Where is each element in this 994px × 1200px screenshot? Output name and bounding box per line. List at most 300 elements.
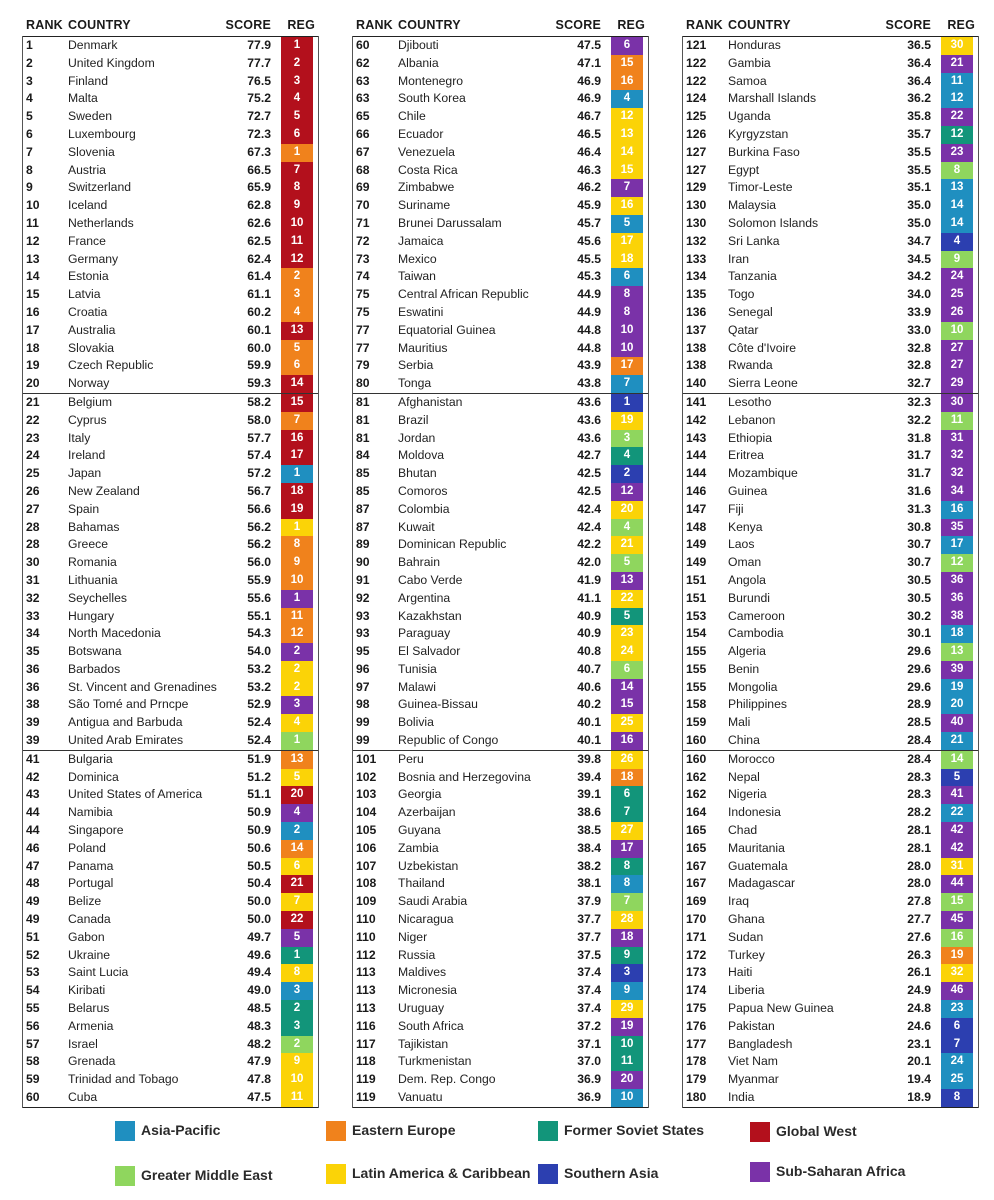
score-cell: 62.6 <box>247 215 271 230</box>
country-cell: Panama <box>68 858 114 873</box>
region-rank-badge: 36 <box>941 590 973 608</box>
table-row <box>682 1053 978 1071</box>
rank-cell: 164 <box>686 805 707 820</box>
table-row <box>682 696 978 714</box>
table-row <box>352 769 648 787</box>
region-rank-badge: 4 <box>281 804 313 822</box>
country-cell: Armenia <box>68 1018 114 1033</box>
rank-cell: 158 <box>686 697 707 712</box>
table-row <box>22 1071 318 1089</box>
score-cell: 30.2 <box>907 608 931 623</box>
table-row <box>352 1000 648 1018</box>
table-row <box>352 893 648 911</box>
region-rank-badge: 22 <box>611 590 643 608</box>
region-rank-badge: 8 <box>941 162 973 180</box>
score-cell: 31.3 <box>907 501 931 516</box>
rank-cell: 113 <box>356 1001 376 1016</box>
score-cell: 56.7 <box>247 483 271 498</box>
country-cell: Turkmenistan <box>398 1054 472 1069</box>
table-row <box>22 357 318 375</box>
table-row <box>352 982 648 1000</box>
column-divider <box>352 36 353 1108</box>
region-rank-badge: 22 <box>941 804 973 822</box>
score-cell: 49.0 <box>247 983 271 998</box>
score-cell: 51.2 <box>247 769 271 784</box>
rank-cell: 98 <box>356 697 370 712</box>
table-row <box>682 714 978 732</box>
rank-cell: 3 <box>26 73 33 88</box>
rank-cell: 54 <box>26 983 40 998</box>
table-row <box>22 37 318 55</box>
score-cell: 75.2 <box>247 91 271 106</box>
rank-cell: 93 <box>356 626 370 641</box>
rank-cell: 127 <box>686 162 707 177</box>
region-rank-badge: 24 <box>941 268 973 286</box>
score-cell: 35.8 <box>907 109 931 124</box>
region-rank-badge: 14 <box>941 215 973 233</box>
table-row <box>352 447 648 465</box>
region-rank-badge: 30 <box>941 37 973 55</box>
score-cell: 28.4 <box>907 733 931 748</box>
score-cell: 28.4 <box>907 751 931 766</box>
column-divider <box>22 36 23 1108</box>
score-cell: 28.0 <box>907 876 931 891</box>
rank-cell: 175 <box>686 1001 707 1016</box>
table-row <box>352 1053 648 1071</box>
score-cell: 29.6 <box>907 679 931 694</box>
table-row <box>22 1053 318 1071</box>
score-cell: 43.8 <box>577 376 601 391</box>
rank-cell: 117 <box>356 1036 376 1051</box>
rank-cell: 107 <box>356 858 377 873</box>
score-cell: 43.9 <box>577 358 601 373</box>
country-cell: South Korea <box>398 91 466 106</box>
score-cell: 32.8 <box>907 340 931 355</box>
score-cell: 20.1 <box>907 1054 931 1069</box>
region-rank-badge: 20 <box>611 501 643 519</box>
column-divider <box>318 36 319 1108</box>
score-cell: 23.1 <box>907 1036 931 1051</box>
region-rank-badge: 2 <box>611 465 643 483</box>
region-rank-badge: 17 <box>611 840 643 858</box>
score-cell: 40.9 <box>577 608 601 623</box>
score-cell: 57.7 <box>247 430 271 445</box>
country-cell: Namibia <box>68 805 113 820</box>
country-cell: Suriname <box>398 198 451 213</box>
region-rank-badge: 7 <box>611 893 643 911</box>
region-rank-badge: 7 <box>611 179 643 197</box>
score-cell: 35.7 <box>907 126 931 141</box>
rank-cell: 116 <box>356 1018 376 1033</box>
rank-cell: 118 <box>356 1054 376 1069</box>
table-row <box>352 696 648 714</box>
score-cell: 46.5 <box>577 126 601 141</box>
region-rank-badge: 42 <box>941 840 973 858</box>
region-rank-badge: 2 <box>281 661 313 679</box>
country-cell: Mozambique <box>728 466 798 481</box>
legend-swatch <box>538 1121 558 1141</box>
score-cell: 41.9 <box>577 572 601 587</box>
table-row <box>352 643 648 661</box>
region-rank-badge: 45 <box>941 911 973 929</box>
country-cell: Nepal <box>728 769 760 784</box>
table-row <box>682 1036 978 1054</box>
region-rank-badge: 3 <box>281 1018 313 1036</box>
score-cell: 32.7 <box>907 376 931 391</box>
score-cell: 62.4 <box>247 251 271 266</box>
country-cell: Lesotho <box>728 394 772 409</box>
table-row <box>682 501 978 519</box>
country-cell: Spain <box>68 501 100 516</box>
score-cell: 40.7 <box>577 661 601 676</box>
region-rank-badge: 20 <box>611 1071 643 1089</box>
rank-cell: 91 <box>356 572 370 587</box>
country-cell: Dem. Rep. Congo <box>398 1072 496 1087</box>
region-rank-badge: 19 <box>941 947 973 965</box>
region-rank-badge: 35 <box>941 519 973 537</box>
score-cell: 45.3 <box>577 269 601 284</box>
region-rank-badge: 2 <box>281 679 313 697</box>
region-rank-badge: 10 <box>611 322 643 340</box>
table-row <box>22 412 318 430</box>
region-rank-badge: 24 <box>941 1053 973 1071</box>
table-row <box>22 536 318 554</box>
score-cell: 46.9 <box>577 91 601 106</box>
country-cell: Central African Republic <box>398 287 529 302</box>
table-row <box>352 375 648 394</box>
rank-cell: 165 <box>686 823 707 838</box>
country-cell: Mongolia <box>728 679 778 694</box>
score-cell: 39.1 <box>577 787 601 802</box>
country-cell: Sierra Leone <box>728 376 798 391</box>
table-row <box>682 233 978 251</box>
table-row <box>352 751 648 769</box>
rank-cell: 77 <box>356 340 370 355</box>
legend-swatch <box>115 1121 135 1141</box>
region-rank-badge: 32 <box>941 465 973 483</box>
rank-cell: 151 <box>686 590 707 605</box>
score-cell: 62.5 <box>247 233 271 248</box>
rank-cell: 149 <box>686 537 707 552</box>
region-rank-badge: 5 <box>281 769 313 787</box>
country-cell: Eswatini <box>398 304 444 319</box>
rank-cell: 69 <box>356 180 370 195</box>
table-row <box>682 929 978 947</box>
ranking-column-3 <box>682 14 978 1108</box>
region-rank-badge: 28 <box>611 911 643 929</box>
rank-cell: 63 <box>356 91 370 106</box>
country-cell: Czech Republic <box>68 358 154 373</box>
score-cell: 30.5 <box>907 590 931 605</box>
rank-cell: 103 <box>356 787 377 802</box>
table-row <box>682 519 978 537</box>
country-cell: Italy <box>68 430 91 445</box>
score-cell: 53.2 <box>247 679 271 694</box>
rank-cell: 108 <box>356 876 377 891</box>
score-cell: 40.8 <box>577 644 601 659</box>
rank-cell: 75 <box>356 287 370 302</box>
rank-cell: 39 <box>26 733 40 748</box>
region-rank-badge: 9 <box>281 554 313 572</box>
rank-cell: 170 <box>686 912 707 927</box>
table-row <box>352 322 648 340</box>
score-cell: 38.6 <box>577 805 601 820</box>
score-cell: 45.5 <box>577 251 601 266</box>
country-cell: Seychelles <box>68 590 127 605</box>
region-rank-badge: 10 <box>611 1089 643 1107</box>
table-row <box>352 483 648 501</box>
rank-cell: 28 <box>26 537 40 552</box>
country-cell: Turkey <box>728 947 765 962</box>
table-row <box>22 233 318 251</box>
rank-cell: 18 <box>26 340 40 355</box>
table-row <box>352 625 648 643</box>
region-rank-badge: 20 <box>281 786 313 804</box>
rank-cell: 81 <box>356 394 370 409</box>
rank-cell: 162 <box>686 769 707 784</box>
score-cell: 54.0 <box>247 644 271 659</box>
score-cell: 60.0 <box>247 340 271 355</box>
region-rank-badge: 21 <box>611 536 643 554</box>
score-cell: 44.9 <box>577 304 601 319</box>
country-cell: Madagascar <box>728 876 796 891</box>
rank-cell: 132 <box>686 233 707 248</box>
country-cell: South Africa <box>398 1018 464 1033</box>
table-row <box>682 126 978 144</box>
country-cell: Guinea <box>728 483 768 498</box>
rank-cell: 129 <box>686 180 707 195</box>
region-rank-badge: 21 <box>941 732 973 750</box>
country-cell: Egypt <box>728 162 760 177</box>
rank-cell: 178 <box>686 1054 707 1069</box>
score-cell: 37.7 <box>577 912 601 927</box>
country-cell: Sudan <box>728 929 764 944</box>
region-rank-badge: 40 <box>941 714 973 732</box>
region-rank-badge: 24 <box>611 643 643 661</box>
table-row <box>682 73 978 91</box>
rank-cell: 127 <box>686 144 707 159</box>
table-row <box>22 751 318 769</box>
table-row <box>352 911 648 929</box>
region-rank-badge: 4 <box>281 304 313 322</box>
rank-cell: 112 <box>356 947 376 962</box>
rank-cell: 162 <box>686 787 707 802</box>
score-cell: 39.4 <box>577 769 601 784</box>
table-row <box>682 751 978 769</box>
table-row <box>22 483 318 501</box>
rank-cell: 96 <box>356 661 370 676</box>
region-rank-badge: 5 <box>281 929 313 947</box>
rank-cell: 60 <box>26 1090 40 1105</box>
rank-cell: 97 <box>356 679 370 694</box>
rank-cell: 75 <box>356 304 370 319</box>
column-header: RANK COUNTRY SCORE REG <box>686 18 975 32</box>
country-cell: Kiribati <box>68 983 106 998</box>
country-cell: United Kingdom <box>68 55 155 70</box>
table-row <box>22 572 318 590</box>
table-row <box>22 786 318 804</box>
country-cell: Antigua and Barbuda <box>68 715 183 730</box>
legend-swatch <box>750 1122 770 1142</box>
rank-cell: 95 <box>356 644 370 659</box>
table-row <box>22 804 318 822</box>
rank-cell: 102 <box>356 769 377 784</box>
region-rank-badge: 5 <box>281 340 313 358</box>
country-cell: Benin <box>728 661 760 676</box>
score-cell: 57.4 <box>247 448 271 463</box>
table-row <box>22 608 318 626</box>
score-cell: 28.0 <box>907 858 931 873</box>
score-cell: 76.5 <box>247 73 271 88</box>
country-cell: Barbados <box>68 661 121 676</box>
country-cell: Haiti <box>728 965 753 980</box>
rank-cell: 122 <box>686 55 707 70</box>
rank-cell: 52 <box>26 947 40 962</box>
country-cell: Colombia <box>398 501 450 516</box>
rank-cell: 25 <box>26 466 40 481</box>
table-row <box>682 304 978 322</box>
table-row <box>352 1071 648 1089</box>
table-row <box>682 412 978 430</box>
rank-cell: 119 <box>356 1072 376 1087</box>
region-rank-badge: 3 <box>281 696 313 714</box>
rank-cell: 133 <box>686 251 707 266</box>
region-rank-badge: 5 <box>281 108 313 126</box>
table-row <box>22 55 318 73</box>
legend-swatch <box>750 1162 770 1182</box>
region-rank-badge: 2 <box>281 643 313 661</box>
region-rank-badge: 1 <box>281 144 313 162</box>
rank-cell: 81 <box>356 430 370 445</box>
rank-cell: 84 <box>356 448 370 463</box>
region-rank-badge: 25 <box>611 714 643 732</box>
score-cell: 35.1 <box>907 180 931 195</box>
rank-cell: 79 <box>356 358 370 373</box>
table-row <box>352 304 648 322</box>
table-row <box>22 215 318 233</box>
table-row <box>352 786 648 804</box>
score-cell: 18.9 <box>907 1090 931 1105</box>
region-rank-badge: 27 <box>941 357 973 375</box>
region-rank-badge: 2 <box>281 268 313 286</box>
region-rank-badge: 9 <box>611 947 643 965</box>
country-cell: Albania <box>398 55 439 70</box>
ranking-table <box>22 36 318 1108</box>
country-cell: Montenegro <box>398 73 464 88</box>
score-cell: 29.6 <box>907 644 931 659</box>
country-cell: Bosnia and Herzegovina <box>398 769 531 784</box>
region-rank-badge: 17 <box>611 233 643 251</box>
score-cell: 50.4 <box>247 876 271 891</box>
table-row <box>352 90 648 108</box>
table-row <box>682 447 978 465</box>
score-cell: 55.6 <box>247 590 271 605</box>
rank-cell: 49 <box>26 912 40 927</box>
rank-cell: 109 <box>356 894 377 909</box>
region-rank-badge: 11 <box>611 1053 643 1071</box>
score-cell: 50.9 <box>247 823 271 838</box>
score-cell: 51.9 <box>247 751 271 766</box>
region-rank-badge: 12 <box>941 90 973 108</box>
score-cell: 46.2 <box>577 180 601 195</box>
country-cell: Austria <box>68 162 106 177</box>
table-row <box>682 55 978 73</box>
region-rank-badge: 4 <box>611 90 643 108</box>
country-cell: Vanuatu <box>398 1090 443 1105</box>
region-rank-badge: 14 <box>941 751 973 769</box>
rank-cell: 126 <box>686 126 707 141</box>
country-cell: Bahamas <box>68 519 120 534</box>
country-cell: Israel <box>68 1036 98 1051</box>
rank-cell: 11 <box>26 215 39 230</box>
table-row <box>352 590 648 608</box>
table-row <box>22 1018 318 1036</box>
table-row <box>352 197 648 215</box>
score-cell: 30.7 <box>907 537 931 552</box>
region-rank-badge: 5 <box>611 608 643 626</box>
table-row <box>682 875 978 893</box>
column-divider <box>978 36 979 1108</box>
country-cell: Ecuador <box>398 126 444 141</box>
rank-cell: 38 <box>26 697 40 712</box>
rank-cell: 21 <box>26 394 40 409</box>
score-cell: 47.5 <box>247 1090 271 1105</box>
country-cell: Cameroon <box>728 608 785 623</box>
rank-cell: 81 <box>356 412 370 427</box>
score-cell: 44.8 <box>577 322 601 337</box>
region-rank-badge: 1 <box>281 519 313 537</box>
country-cell: Angola <box>728 572 766 587</box>
region-rank-badge: 7 <box>941 1036 973 1054</box>
country-cell: Chad <box>728 823 758 838</box>
rank-cell: 74 <box>356 269 370 284</box>
country-cell: Togo <box>728 287 755 302</box>
score-cell: 24.9 <box>907 983 931 998</box>
table-row <box>352 947 648 965</box>
score-cell: 42.0 <box>577 555 601 570</box>
rank-cell: 17 <box>26 322 40 337</box>
score-cell: 19.4 <box>907 1072 931 1087</box>
rank-cell: 155 <box>686 644 707 659</box>
rank-cell: 148 <box>686 519 707 534</box>
country-cell: Brazil <box>398 412 429 427</box>
region-rank-badge: 14 <box>611 144 643 162</box>
country-cell: Poland <box>68 840 106 855</box>
rank-cell: 92 <box>356 590 370 605</box>
region-rank-badge: 4 <box>611 447 643 465</box>
rank-cell: 66 <box>356 126 370 141</box>
region-rank-badge: 25 <box>941 286 973 304</box>
score-cell: 30.7 <box>907 555 931 570</box>
region-rank-badge: 16 <box>941 501 973 519</box>
score-cell: 44.9 <box>577 287 601 302</box>
region-rank-badge: 18 <box>281 483 313 501</box>
score-cell: 37.9 <box>577 894 601 909</box>
country-cell: Bolivia <box>398 715 434 730</box>
region-rank-badge: 2 <box>281 1036 313 1054</box>
rank-cell: 179 <box>686 1072 707 1087</box>
region-rank-badge: 42 <box>941 822 973 840</box>
rank-cell: 99 <box>356 733 370 748</box>
country-cell: Burundi <box>728 590 771 605</box>
country-cell: Serbia <box>398 358 434 373</box>
rank-cell: 172 <box>686 947 707 962</box>
table-row <box>352 162 648 180</box>
country-cell: Honduras <box>728 38 781 52</box>
rank-cell: 44 <box>26 823 40 838</box>
rank-cell: 43 <box>26 787 40 802</box>
score-cell: 36.4 <box>907 73 931 88</box>
